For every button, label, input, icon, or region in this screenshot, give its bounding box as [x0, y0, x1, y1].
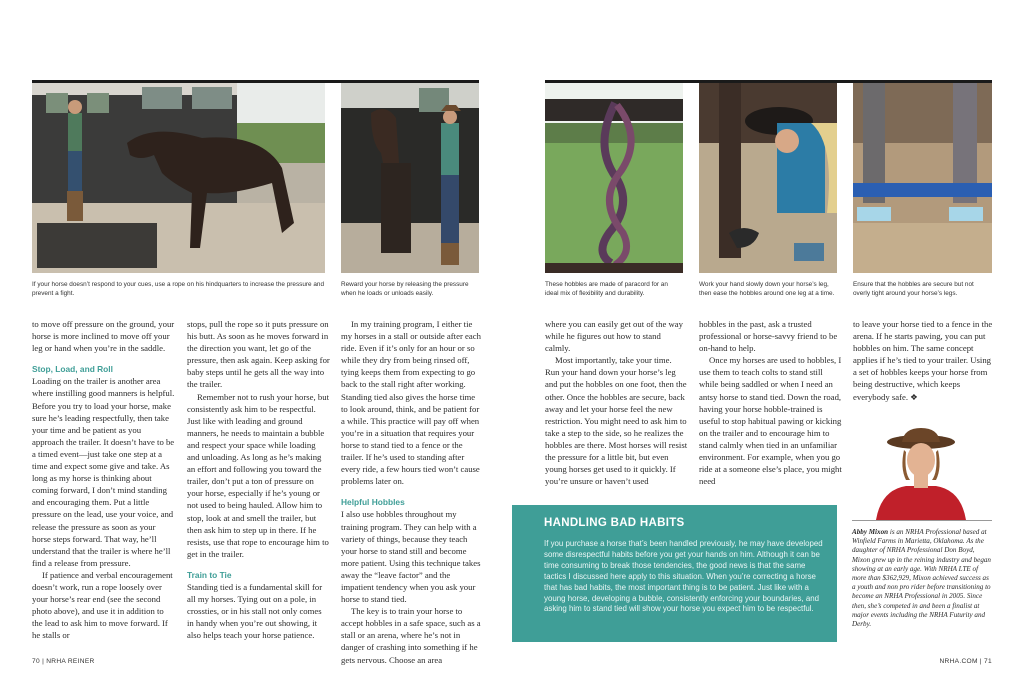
article-paragraph: where you can easily get out of the way while he figures out how to stand calmly. — [545, 319, 683, 354]
article-column-2 — [187, 318, 330, 641]
article-column-6 — [853, 318, 996, 403]
article-column-5 — [699, 318, 842, 487]
article-paragraph: Most importantly, take your time. Run your hand down your horse’s leg and put the hobbles on one foot, then the other. Once the hobbles are secure, back away and let your horse feel the new restriction. You might need to ask him to take a step to the side, so he realizes the hobbles are there. Most horses will resist the pressure for a little bit, but even young horses get used to it quickly. If you’re unsure or haven’t used — [545, 355, 688, 487]
article-column-1 — [32, 318, 175, 641]
section-heading-stop-load-roll: Stop, Load, and Roll — [32, 364, 113, 375]
photo-hobbles-secured — [853, 83, 992, 273]
section-heading-helpful-hobbles: Helpful Hobbles — [341, 497, 405, 508]
article-paragraph: Once my horses are used to hobbles, I use them to teach colts to stand still while being saddled or when I need an antsy horse to stand tied. Down the road, having your horse hobble-trained is useful to stop habitual pawing or kicking on the trailer and to encourage him to stand calmly when tied in an unfamiliar environment. For example, when you go ride at a someone else’s place, you might need — [699, 355, 842, 487]
photo-applying-hobbles — [699, 83, 837, 273]
article-paragraph: Standing tied is a fundamental skill for all my horses. Tying out on a pole, in crossties, or in his stall not only comes in handy when you’re out showing, it also helps teach your horse patience. — [187, 581, 323, 641]
article-column-3 — [341, 318, 484, 666]
article-paragraph: Loading on the trailer is another area where instilling good manners is helpful. Before you try to load your horse, make sure he’s leading respectfully, then take your time and be patient as you approach the trailer. It doesn’t have to be a timed event—just take one step at a time and expect some give and take. As long as my horse is thinking about coming forward, I don’t mind standing and encouraging them. Put a little pressure on the lead, use your voice, and release the pressure as soon as your horse steps forward. That way, he’ll understand that the trailer is where he’ll find a release from pressure. — [32, 376, 175, 568]
article-paragraph: If patience and verbal encouragement doesn’t work, run a rope loosely over your horse’s rear end (see the second photo above), and use it in addition to the lead to ask him to move forward. If he stalls or — [32, 569, 173, 641]
sidebar-body: If you purchase a horse that’s been handled previously, he may have developed some disrespectful habits before you get your hands on him. Although it can be time consuming to break those tendencies, the good news is that the same tactics I discussed here apply to this situation. When you’re correcting a horse that has bad habits, the most important thing is to be patient. Just like with a young horse, developing a bubble, consistently enforcing your boundaries, and asking him to stand tied will show your horse you expect him to be respectful. — [544, 539, 823, 614]
photo-trailer-rope — [32, 83, 325, 273]
folio-right: NRHA.COM | 71 — [939, 658, 992, 665]
article-paragraph: stops, pull the rope so it puts pressure on his butt. As soon as he moves forward in the direction you want, let go of the pressure, then ask again. Keep asking for baby steps until he gets all the way into the trailer. — [187, 319, 330, 390]
article-paragraph: hobbles in the past, ask a trusted professional or horse-savvy friend to be on-hand to help. — [699, 319, 838, 354]
sidebar-title: HANDLING BAD HABITS — [544, 517, 685, 529]
caption-photo-4: Work your hand slowly down your horse’s leg, then ease the hobbles around one leg at a time. — [699, 281, 835, 297]
sidebar-handling-bad-habits — [512, 505, 837, 642]
caption-photo-1: If your horse doesn’t respond to your cues, use a rope on his hindquarters to increase the pressure and prevent a fight. — [32, 281, 325, 297]
bio-divider — [852, 520, 992, 521]
photo-trailer-unload — [341, 83, 479, 273]
article-paragraph: The key is to train your horse to accept hobbles in a safe space, such as a stall or an arena, where he’s not in danger of crashing into something if he gets nervous. Choose an area — [341, 606, 481, 665]
author-portrait — [866, 428, 976, 520]
author-bio — [852, 528, 992, 629]
author-name: Abby Mixon — [852, 528, 889, 536]
section-heading-train-to-tie: Train to Tie — [187, 569, 232, 580]
photo-paracord-hobbles — [545, 83, 683, 273]
article-paragraph: to move off pressure on the ground, your horse is more inclined to move off your leg or hand when you’re in the saddle. — [32, 319, 175, 354]
article-paragraph: I also use hobbles throughout my training program. They can help with a variety of things, because they teach your horse to stand still and become more patient. Using this technique takes away the “leave factor” and the impatient tendency when you ask your horse to stand tied. — [341, 509, 481, 605]
article-column-4 — [545, 318, 688, 487]
caption-photo-5: Ensure that the hobbles are secure but not overly tight around your horse’s legs. — [853, 281, 974, 297]
article-paragraph: Remember not to rush your horse, but consistently ask him to be respectful. Just like with leading and ground manners, he needs to maintain a bubble and respect your space while loading and unloading. As long as he’s making an effort and following you toward the trailer, don’t put a ton of pressure on your horse, especially if he’s young or not used to being hauled. Allow him to stop, look at and smell the trailer, but then ask him to step up in there. If he resists, use that rope to encourage him to get in the trailer. — [187, 391, 329, 559]
article-paragraph: to leave your horse tied to a fence in the arena. If he starts pawing, you can put hobbles on him. The same concept applies if he’s tied to your trailer. Using a set of hobbles keeps your horse from being destructive, which keeps everybody safe. ❖ — [853, 319, 993, 402]
caption-photo-3: These hobbles are made of paracord for an ideal mix of flexibility and durability. — [545, 281, 668, 297]
caption-photo-2: Reward your horse by releasing the pressure when he loads or unloads easily. — [341, 281, 469, 297]
article-paragraph: In my training program, I either tie my horses in a stall or outside after each ride. Even if it’s only for an hour or so while they dry from being rinsed off, tying keeps them from expecting to go back to the stall right after working. Standing tied also gives the horse time to look around, think, and be patient for a while. This practice will pay off when you’re in a situation that requires your horse to stand tied to a fence or the trailer. If he’s used to standing after every ride, a few hours tied won’t cause problems later on. — [341, 319, 481, 487]
author-bio-text: is an NRHA Professional based at Winfield Farms in Marietta, Oklahoma. As the daughter of NRHA Professional Don Boyd, Mixon grew up in the reining industry and began showing at an early age. With NRHA LTE of more than $362,929, Mixon achieved success as a youth and non pro rider before transitioning to become an NRHA Professional in 2005. Since then, she’s competed in and been a finalist at major events including the NRHA Futurity and Derby. — [852, 528, 991, 629]
folio-left: 70 | NRHA REINER — [32, 658, 95, 665]
